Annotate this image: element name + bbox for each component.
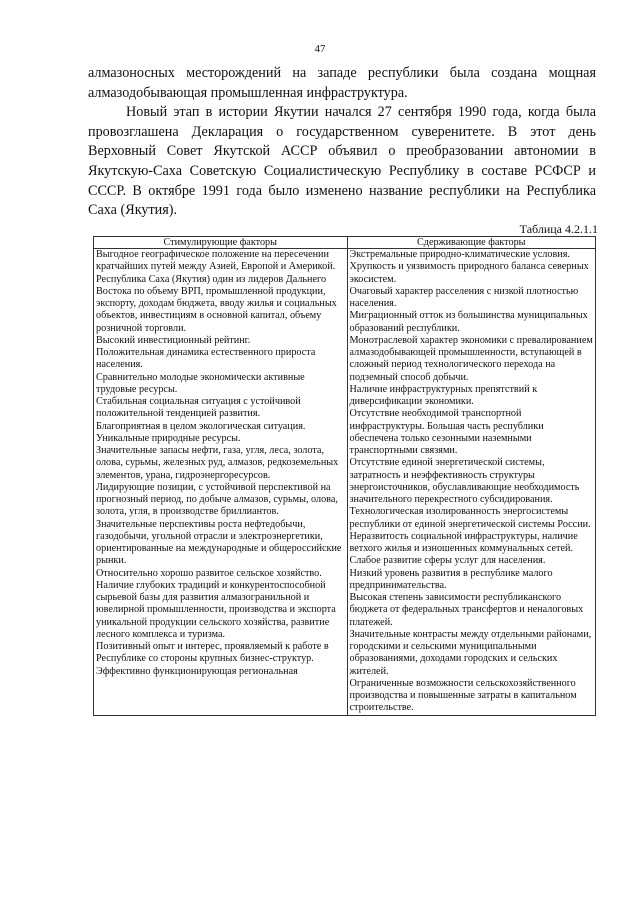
stimulating-factor-item: Уникальные природные ресурсы.	[96, 432, 241, 444]
stimulating-factor-item: Благоприятная в целом экологическая ситуация.	[96, 420, 306, 432]
header-stimulating: Стимулирующие факторы	[94, 237, 348, 249]
stimulating-factors-cell	[94, 249, 348, 716]
paragraph-declaration: Новый этап в истории Якутии начался 27 сентября 1990 года, когда была провозглашена Декларация о государственном суверенитете. В этот день Верховный Совет Якутской АССР объявил о преобразовании автономии в Якутскую-Саха Советскую Социалистическую Республику в составе РСФСР и СССР. В октябре 1991 года было изменено название республики на Республика Саха (Якутия).	[88, 104, 596, 219]
restraining-factor-item: Отсутствие единой энергетической системы, затратность и неэффективность структуры энергоисточников, обуславливающие необходимость значительного перекрестного субсидирования. Технологическая изолированность энергосистемы республики от единой энергетической системы России.	[349, 457, 591, 530]
restraining-factor-item: Наличие инфраструктурных препятствий к диверсификации экономики.	[349, 383, 538, 407]
stimulating-factor-item: Положительная динамика естественного прироста населения.	[96, 347, 316, 371]
stimulating-factor-item: Стабильная социальная ситуация с устойчивой положительной тенденцией развития.	[96, 396, 301, 420]
stimulating-factor-item: Эффективно функционирующая региональная	[96, 665, 298, 677]
stimulating-factor-item: Высокий инвестиционный рейтинг.	[96, 334, 251, 346]
table-caption: Таблица 4.2.1.1	[519, 222, 598, 236]
factors-table	[93, 236, 596, 716]
header-restraining: Сдерживающие факторы	[347, 237, 596, 249]
body-text	[88, 64, 596, 221]
stimulating-factor-item: Сравнительно молодые экономически активные трудовые ресурсы.	[96, 371, 305, 395]
restraining-factor-item: Монотраслевой характер экономики с превалированием алмазодобывающей промышленности, вступающей в сложный период технологического перехода на подземный способ добычи.	[349, 334, 593, 383]
restraining-factor-item: Очаговый характер расселения с низкой плотностью населения.	[349, 285, 579, 309]
restraining-factor-item: Слабое развитие сферы услуг для населения.	[349, 555, 546, 567]
restraining-factor-item: Неразвитость социальной инфраструктуры, наличие ветхого жилья и изношенных коммунальных сетей.	[349, 530, 578, 554]
restraining-factor-item: Экстремальные природно-климатические условия.	[349, 249, 570, 260]
table-row	[94, 249, 596, 716]
restraining-factor-item: Высокая степень зависимости республиканского бюджета от федеральных трансфертов и неналоговых платежей.	[349, 592, 584, 628]
stimulating-factor-item: Позитивный опыт и интерес, проявляемый к работе в Республике со стороны крупных бизнес-структур.	[96, 641, 329, 665]
restraining-factor-item: Хрупкость и уязвимость природного баланса северных экосистем.	[349, 261, 589, 285]
restraining-factor-item: Отсутствие необходимой транспортной инфраструктуры. Большая часть республики обеспечена только сезонными наземными транспортными связями.	[349, 408, 544, 456]
restraining-factor-item: Значительные контрасты между отдельными районами, городскими и сельскими муниципальными образованиями, доходами городских и сельских жителей.	[349, 628, 592, 677]
stimulating-factor-item: Относительно хорошо развитое сельское хозяйство.	[96, 567, 322, 579]
stimulating-factor-item: Лидирующие позиции, с устойчивой перспективой на прогнозный период, по добыче алмазов, сурьмы, олова, золота, угля, в производстве бриллиантов.	[96, 481, 338, 518]
restraining-factor-item: Низкий уровень развития в республике малого предпринимательства.	[349, 567, 553, 591]
stimulating-factor-item: Значительные перспективы роста нефтедобычи, газодобычи, угольной отрасли и электроэнергетики, ориентированные на международные и общероссийские рынки.	[96, 518, 342, 567]
restraining-factors-cell	[347, 249, 596, 716]
stimulating-factor-item: Наличие глубоких традиций и конкурентоспособной сырьевой базы для развития алмазогранильной и ювелирной промышленности, производства и экспорта уникальной продукции сельского хозяйства, развитие лесного комплекса и туризма.	[96, 579, 336, 640]
restraining-factor-item: Ограниченные возможности сельскохозяйственного производства и повышенные затраты в капитальном строительстве.	[349, 677, 577, 714]
restraining-factor-item: Миграционный отток из большинства муниципальных образований республики.	[349, 310, 588, 334]
stimulating-factor-item: Значительные запасы нефти, газа, угля, леса, золота, олова, сурьмы, железных руд, алмазов, редкоземельных элементов, урана, гидроэнергоресурсов.	[96, 445, 339, 481]
table-header-row	[94, 237, 596, 249]
stimulating-factor-item: Республика Саха (Якутия) один из лидеров Дальнего Востока по объему ВРП, промышленной продукции, экспорту, доходам бюджета, вводу жилья и социальных объектов, инвестициям в основной капитал, объему розничной торговли.	[96, 273, 337, 334]
stimulating-factor-item: Выгодное географическое положение на пересечении кратчайших путей между Азией, Европой и Америкой.	[96, 249, 336, 273]
page-number: 47	[314, 43, 326, 55]
paragraph-intro: алмазоносных месторождений на западе республики была создана мощная алмазодобывающая промышленная инфраструктура.	[88, 65, 596, 101]
